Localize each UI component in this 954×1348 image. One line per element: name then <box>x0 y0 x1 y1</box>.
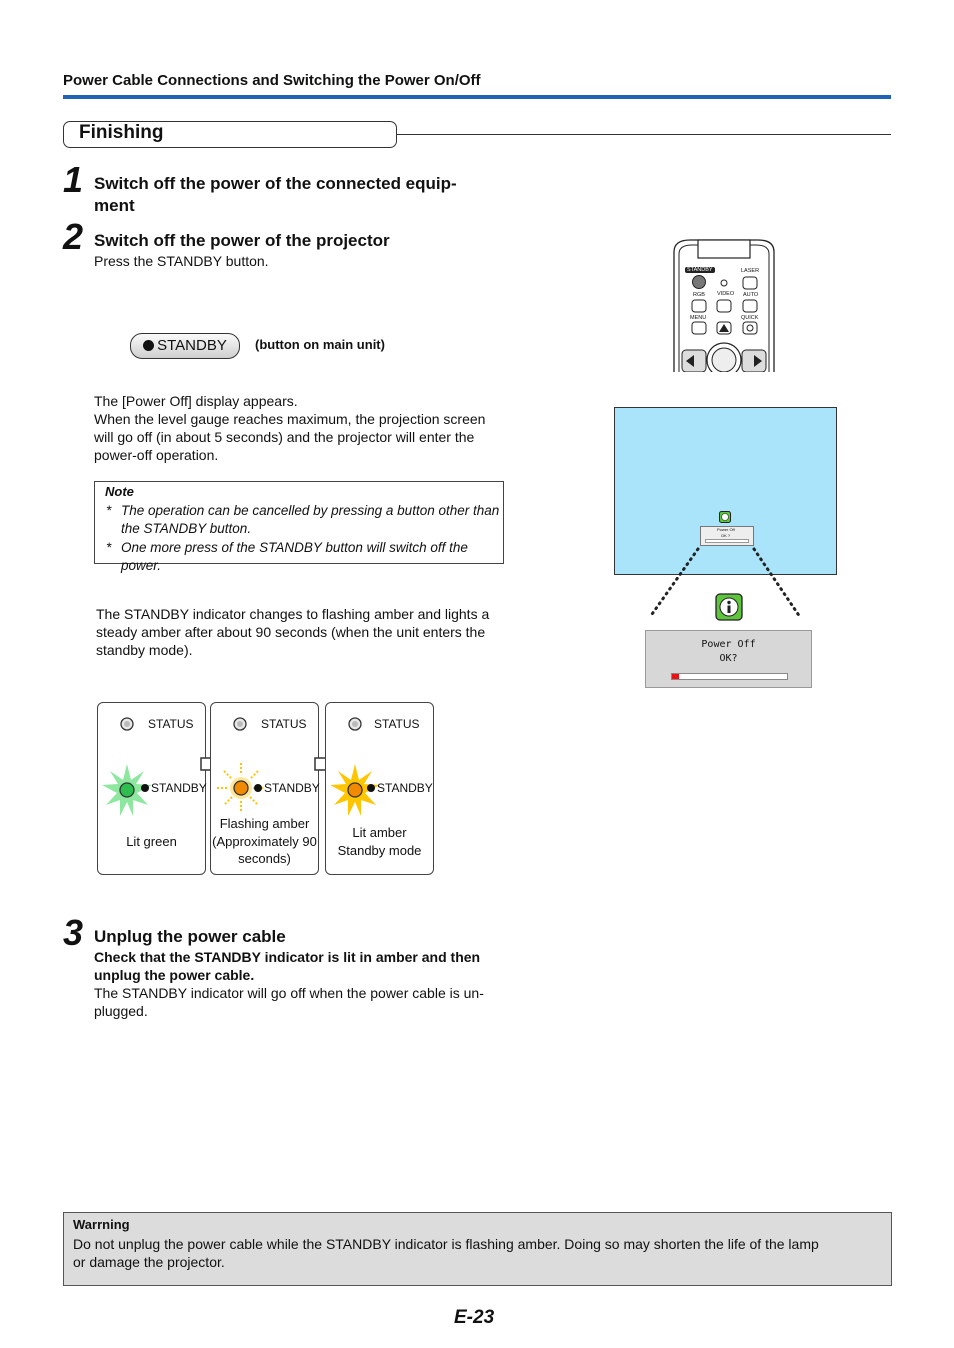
remote-body-icon <box>668 238 780 372</box>
mini-level-gauge <box>705 539 749 543</box>
gauge-text-line2: will go off (in about 5 seconds) and the projector will enter the <box>94 429 475 445</box>
remote-laser-label: LASER <box>741 268 760 274</box>
step-2-paragraph <box>94 392 514 464</box>
level-gauge <box>671 673 788 680</box>
standby-paragraph-line2: steady amber after about 90 seconds (when the unit enters the <box>96 624 486 640</box>
status-label: STATUS <box>148 717 194 731</box>
caption-line1: Lit amber <box>352 825 407 840</box>
page-header-title: Power Cable Connections and Switching the Power On/Off <box>63 72 481 89</box>
standby-label <box>254 781 320 795</box>
remote-menu-label: MENU <box>690 315 707 321</box>
status-led-icon <box>118 715 136 733</box>
step-2-number: 2 <box>63 216 84 257</box>
indicator-caption <box>98 833 205 851</box>
mini-dialog-line1: Power Off <box>717 527 735 532</box>
status-led-icon <box>231 715 249 733</box>
standby-text: STANDBY <box>377 781 433 795</box>
remote-auto-label: AUTO <box>743 292 759 298</box>
status-label: STATUS <box>261 717 307 731</box>
standby-label <box>367 781 433 795</box>
step-1-title-line1: Switch off the power of the connected equip- <box>94 174 457 193</box>
power-off-display-text: The [Power Off] display appears. <box>94 393 298 409</box>
dialog-line1: Power Off <box>701 639 756 650</box>
status-led-icon <box>346 715 364 733</box>
warning-line1: Do not unplug the power cable while the STANDBY indicator is flashing amber. Doing so may shorten the life of the lamp <box>73 1236 819 1252</box>
mini-dialog-line2: OK ? <box>721 533 731 538</box>
standby-text: STANDBY <box>151 781 207 795</box>
note-bullet-1: * <box>106 503 112 518</box>
indicator-panel-flashing-amber <box>210 702 319 875</box>
page-number: E-23 <box>454 1307 495 1328</box>
remote-control-illustration <box>668 238 780 372</box>
note-item-1-line1: The operation can be cancelled by pressing a button other than <box>121 503 500 518</box>
step-3-bold-line2: unplug the power cable. <box>94 967 255 983</box>
step-3-title: Unplug the power cable <box>94 927 286 946</box>
warning-text <box>73 1235 888 1271</box>
note-bullet-2: * <box>106 540 112 555</box>
info-mini-icon <box>719 511 731 523</box>
gauge-text-line1: When the level gauge reaches maximum, the projection screen <box>94 411 486 427</box>
step-2-title: Switch off the power of the projector <box>94 231 390 250</box>
remote-quick-label: QUICK <box>741 315 759 321</box>
step-3-bold-line1: Check that the STANDBY indicator is lit in amber and then <box>94 949 481 965</box>
warning-box <box>63 1212 892 1286</box>
caption-line2: (Approximately 90 <box>212 833 317 849</box>
indicator-panel-lit-amber <box>325 702 434 875</box>
remote-video-label: VIDEO <box>717 291 735 297</box>
header-rule <box>63 95 891 99</box>
indicator-caption <box>211 815 318 868</box>
standby-button[interactable] <box>130 333 240 359</box>
standby-dot-icon <box>141 784 149 792</box>
info-icon <box>715 593 743 621</box>
standby-text: STANDBY <box>264 781 320 795</box>
standby-paragraph <box>96 605 516 659</box>
dialog-line2: OK? <box>719 653 738 664</box>
button-caption: (button on main unit) <box>255 337 385 352</box>
level-gauge-fill <box>672 674 679 679</box>
step-3-text-line2: plugged. <box>94 1003 148 1019</box>
note-item-2: One more press of the STANDBY button will switch off the power. <box>121 540 468 573</box>
mini-power-off-dialog <box>700 526 754 546</box>
step-1-number: 1 <box>63 159 84 200</box>
step-1-title-line2: ment <box>94 196 135 215</box>
caption-line2: Standby mode <box>337 843 422 858</box>
gauge-text-line3: power-off operation. <box>94 447 219 463</box>
caption-line1: Lit green <box>126 834 177 849</box>
standby-dot-icon <box>254 784 262 792</box>
standby-paragraph-line3: standby mode). <box>96 642 193 658</box>
step-3-number: 3 <box>63 912 84 953</box>
step-1-title <box>94 173 457 217</box>
note-label: Note <box>105 484 134 499</box>
remote-rgb-label: RGB <box>693 292 705 298</box>
step-3-text-line1: The STANDBY indicator will go off when the power cable is un- <box>94 985 484 1001</box>
indicator-panel-lit-green <box>97 702 206 875</box>
step-2-instruction: Press the STANDBY button. <box>94 253 269 269</box>
caption-line3: seconds) <box>238 851 291 866</box>
note-box <box>94 481 504 573</box>
standby-button-label: STANDBY <box>157 337 227 354</box>
section-title: Finishing <box>79 122 164 143</box>
indicator-caption <box>326 824 433 860</box>
warning-title: Warrning <box>73 1217 130 1232</box>
standby-paragraph-line1: The STANDBY indicator changes to flashing amber and lights a <box>96 606 490 622</box>
standby-dot-icon <box>143 340 154 351</box>
power-off-dialog <box>645 630 812 688</box>
remote-standby-label: STANDBY <box>687 267 713 273</box>
section-rule <box>397 134 891 135</box>
standby-label <box>141 781 207 795</box>
status-label: STATUS <box>374 717 420 731</box>
caption-line1: Flashing amber <box>219 816 310 831</box>
step-3-body <box>94 948 514 1020</box>
standby-dot-icon <box>367 784 375 792</box>
note-item-1-line2: the STANDBY button. <box>121 521 252 536</box>
warning-line2: or damage the projector. <box>73 1254 225 1270</box>
